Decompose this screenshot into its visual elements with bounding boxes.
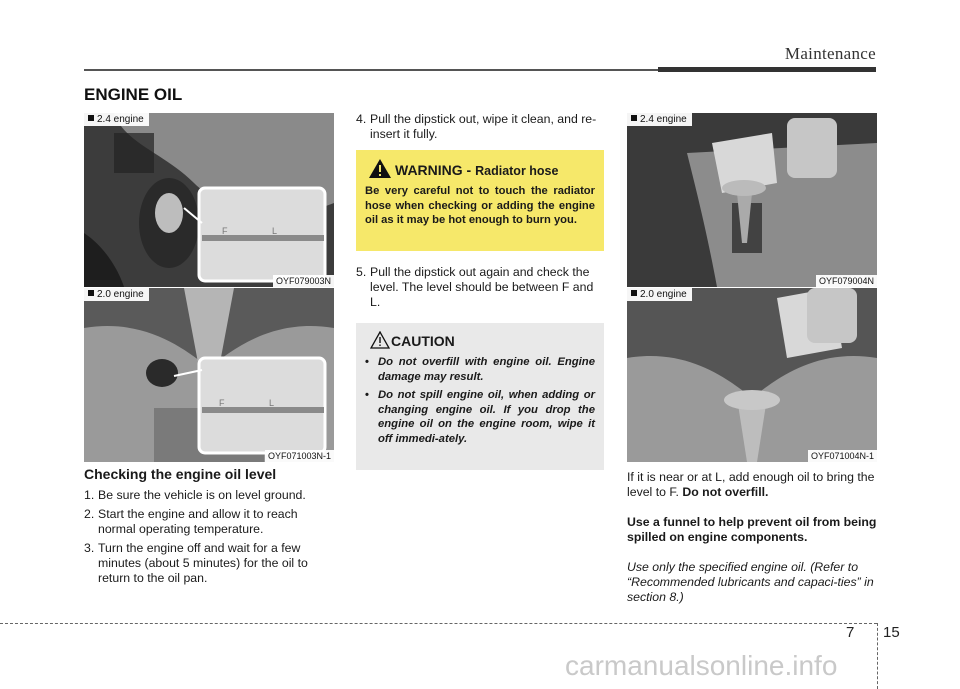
footer-rule — [0, 623, 877, 624]
step-text: Pull the dipstick out, wipe it clean, and re-insert it fully. — [370, 112, 597, 141]
caution-box — [356, 323, 604, 470]
page-number: 15 — [883, 624, 900, 641]
warning-triangle-icon — [368, 158, 392, 179]
paragraph-text: If it is near or at L, add enough oil to bring the level to F. — [627, 470, 875, 499]
photo-engine-tag — [627, 113, 692, 126]
square-bullet-icon — [631, 115, 637, 121]
chapter-number: 7 — [846, 624, 855, 641]
footer-divider — [877, 623, 878, 689]
paragraph: Use only the specified engine oil. (Refer to “Recommended lubricants and capaci-ties” in section 8.) — [627, 560, 874, 604]
square-bullet-icon — [88, 115, 94, 121]
photo-code: OYF071004N-1 — [808, 450, 877, 462]
caution-triangle-icon — [370, 331, 390, 349]
checking-heading: Checking the engine oil level — [84, 466, 277, 482]
step-text: Pull the dipstick out again and check the level. The level should be between F and L. — [370, 265, 594, 309]
checking-steps-list-cont2 — [356, 265, 604, 314]
svg-text:F: F — [219, 398, 225, 408]
list-item — [365, 388, 595, 446]
header-section-title: Maintenance — [784, 44, 876, 63]
photo-code: OYF071003N-1 — [265, 450, 334, 462]
list-item — [84, 488, 334, 503]
caution-list — [365, 355, 595, 446]
list-item — [84, 541, 334, 586]
photo-engine-tag — [84, 113, 149, 126]
warning-body: Be very careful not to touch the radiator hose when checking or adding the engine oil as it may be hot enough to burn you. — [365, 185, 595, 226]
page-title: ENGINE OIL — [84, 85, 183, 104]
svg-text:F: F — [222, 226, 228, 236]
list-item — [365, 355, 595, 384]
photo-tag-text: 2.4 engine — [640, 114, 687, 125]
photo-tag-text: 2.4 engine — [97, 114, 144, 125]
oil-fill-illustration — [627, 113, 877, 287]
photo-code: OYF079003N — [273, 275, 334, 287]
square-bullet-icon — [631, 290, 637, 296]
watermark: carmanualsonline.info — [565, 650, 838, 681]
step-text: Be sure the vehicle is on level ground. — [98, 488, 306, 502]
caution-title: CAUTION — [391, 333, 455, 349]
list-item — [356, 265, 604, 310]
dipstick-illustration — [84, 113, 334, 287]
step-number: 1. — [84, 488, 95, 502]
svg-text:L: L — [272, 226, 278, 236]
header-rule — [84, 69, 658, 71]
engine-photo-dipstick-2-0 — [84, 288, 334, 462]
checking-steps-list-cont — [356, 112, 604, 146]
list-item — [356, 112, 604, 142]
checking-steps-list — [84, 488, 334, 590]
square-bullet-icon — [88, 290, 94, 296]
bullet: • — [365, 389, 369, 401]
caution-item-text: Do not overfill with engine oil. Engine damage may result. — [378, 356, 595, 383]
step-text: Start the engine and allow it to reach normal operating temperature. — [98, 507, 298, 536]
step-text: Turn the engine off and wait for a few minutes (about 5 minutes) for the oil to return to the oil pan. — [98, 541, 308, 585]
paragraph — [627, 470, 877, 500]
photo-tag-text: 2.0 engine — [97, 289, 144, 300]
step-number: 2. — [84, 507, 95, 521]
oil-fill-illustration — [627, 288, 877, 462]
engine-photo-funnel-2-0 — [627, 288, 877, 462]
warning-subject: Radiator hose — [475, 164, 559, 178]
header-rule-accent — [658, 67, 876, 72]
photo-engine-tag — [627, 288, 692, 301]
paragraph-emphasis: Do not overfill. — [682, 485, 769, 499]
engine-photo-funnel-2-4 — [627, 113, 877, 287]
photo-code: OYF079004N — [816, 275, 877, 287]
bullet: • — [365, 356, 369, 368]
photo-tag-text: 2.0 engine — [640, 289, 687, 300]
warning-box — [356, 150, 604, 251]
svg-text:L: L — [269, 398, 275, 408]
step-number: 4. — [356, 112, 367, 126]
warning-label: WARNING - — [395, 162, 472, 178]
warning-title — [395, 162, 595, 178]
list-item — [84, 507, 334, 537]
dipstick-illustration — [84, 288, 334, 462]
engine-photo-dipstick-2-4 — [84, 113, 334, 287]
caution-item-text: Do not spill engine oil, when adding or changing engine oil. If you drop the engine oil on the engine room, wipe it off immedi-ately. — [378, 389, 595, 445]
paragraph: Use a funnel to help prevent oil from being spilled on engine components. — [627, 515, 877, 544]
step-number: 5. — [356, 265, 367, 279]
photo-engine-tag — [84, 288, 149, 301]
step-number: 3. — [84, 541, 95, 555]
oil-add-instructions — [627, 470, 877, 620]
